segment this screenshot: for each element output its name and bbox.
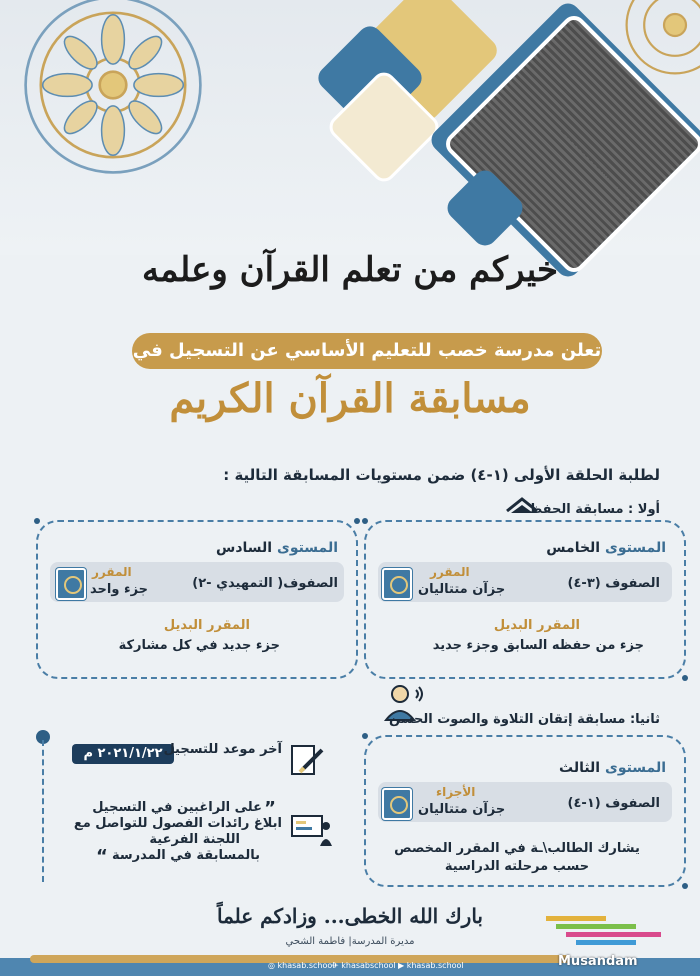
level-third-note: يشارك الطالب\ـة في المقرر المخصص حسب مرحلته الدراسية bbox=[394, 841, 640, 874]
curriculum-label: المقرر bbox=[92, 565, 132, 579]
levels-intro: لطلبة الحلقة الأولى (١-٤) ضمن مستويات المسابقة التالية : bbox=[223, 466, 660, 484]
quran-stand-icon bbox=[505, 493, 539, 515]
level-third-title bbox=[559, 760, 666, 776]
level-fifth-curriculum: جزآن متتاليان bbox=[418, 582, 506, 597]
deadline-date: ٢٠٢١/١/٢٢ م bbox=[72, 744, 174, 764]
note-line-2: ابلاغ رائدات الفصول للتواصل مع bbox=[73, 816, 282, 831]
level-fifth-grades: الصفوف (٣-٤) bbox=[567, 576, 660, 591]
social-handle-1: ◎ khasab.school bbox=[268, 961, 335, 970]
hadith-calligraphy: خيركم من تعلم القرآن وعلمه bbox=[141, 250, 559, 290]
blessing-calligraphy: بارك الله الخطى... وزادكم علماً bbox=[217, 904, 483, 928]
level-fifth-title bbox=[546, 540, 666, 556]
level-label: المستوى bbox=[276, 540, 338, 556]
alt-curriculum-label: المقرر البديل bbox=[163, 618, 250, 633]
level-third-curriculum: جزآن متتاليان bbox=[418, 802, 506, 817]
level-fifth-alt-text: جزء من حفظه السابق وجزء جديد bbox=[432, 638, 644, 653]
announcement-banner: تعلن مدرسة خصب للتعليم الأساسي عن التسجيل في bbox=[132, 333, 602, 369]
bird-icon: ✈ bbox=[332, 961, 342, 970]
curriculum-label: المقرر bbox=[430, 565, 470, 579]
quran-book-icon bbox=[382, 568, 412, 600]
level-label: المستوى bbox=[604, 760, 666, 776]
camera-icon: ◎ bbox=[268, 961, 278, 970]
deadline-label: آخر موعد للتسجيل bbox=[163, 742, 282, 757]
level-number: الثالث bbox=[559, 760, 601, 776]
note-line-1: على الراغبين في التسجيل bbox=[92, 800, 262, 815]
whiteboard-teacher-icon bbox=[290, 812, 334, 848]
quote-open: ” bbox=[264, 798, 276, 819]
level-sixth-grades: الصفوف( التمهيدي -٢) bbox=[192, 576, 338, 591]
section-memorization-heading: أولا : مسابقة الحفظ bbox=[528, 502, 660, 517]
level-sixth-alt-text: جزء جديد في كل مشاركة bbox=[118, 638, 280, 653]
watermark-text: Musandam bbox=[558, 954, 638, 969]
social-handle-3: ▶ khasab.school bbox=[398, 961, 464, 970]
note-line-4: بالمسابقة في المدرسة bbox=[111, 848, 260, 863]
level-number: السادس bbox=[216, 540, 273, 556]
quran-book-icon bbox=[382, 788, 412, 820]
quran-book-icon bbox=[56, 568, 86, 600]
watermark-logo bbox=[546, 912, 666, 952]
pen-paper-icon bbox=[288, 742, 326, 778]
play-icon: ▶ bbox=[398, 961, 407, 970]
level-third-grades: الصفوف (١-٤) bbox=[567, 796, 660, 811]
timeline-line bbox=[42, 740, 46, 882]
level-label: المستوى bbox=[604, 540, 666, 556]
level-sixth-curriculum: جزء واحد bbox=[90, 582, 149, 597]
competition-title: مسابقة القرآن الكريم bbox=[169, 375, 531, 422]
quote-close: “ bbox=[96, 846, 108, 867]
parts-label: الأجزاء bbox=[436, 785, 476, 799]
level-number: الخامس bbox=[546, 540, 601, 556]
alt-curriculum-label: المقرر البديل bbox=[493, 618, 580, 633]
note-line-3: اللجنة الفرعية bbox=[149, 832, 240, 847]
mandala-ornament bbox=[18, 0, 208, 180]
level-sixth-title bbox=[216, 540, 338, 556]
section-recitation-heading: ثانيا: مسابقة إتقان التلاوة والصوت الحسن bbox=[389, 712, 660, 727]
principal-signature: مديرة المدرسة| فاطمة الشحي bbox=[285, 936, 415, 947]
social-handle-2: ✈ khasabschool bbox=[332, 961, 396, 970]
